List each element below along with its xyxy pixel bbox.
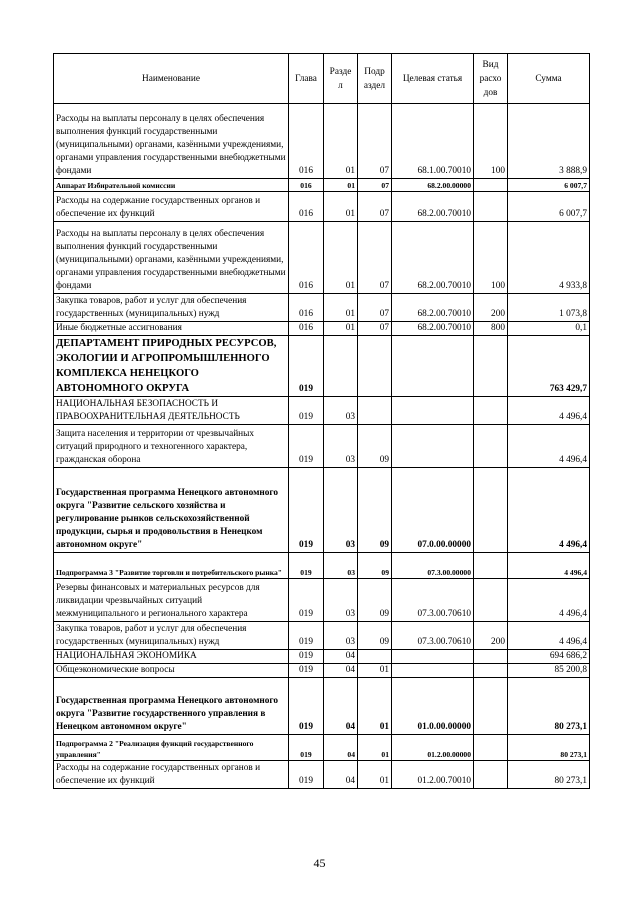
row-razdel: 03 — [324, 425, 358, 468]
row-name: Расходы на выплаты персоналу в целях обеспечения выполнения функций государственными (муниципальными) органами, казёнными учреждениями, органами управления государственными внебюджетными фондами — [54, 104, 289, 179]
table-row — [54, 735, 590, 761]
table-row — [54, 104, 590, 179]
row-podrazdel: 07 — [358, 179, 392, 192]
row-name: Резервы финансовых и материальных ресурсов для ликвидации чрезвычайных ситуаций межмуниципального и регионального характера — [54, 579, 289, 622]
row-summa: 4 496,4 — [508, 622, 590, 650]
row-glava: 016 — [289, 322, 324, 336]
row-glava: 019 — [289, 425, 324, 468]
row-summa: 694 686,2 — [508, 650, 590, 664]
row-vid — [474, 179, 508, 192]
row-summa: 0,1 — [508, 322, 590, 336]
row-podrazdel: 09 — [358, 622, 392, 650]
row-celevaya: 07.3.00.70610 — [392, 579, 474, 622]
table-row — [54, 425, 590, 468]
header-name: Наименование — [54, 54, 289, 104]
row-vid — [474, 192, 508, 222]
row-vid: 100 — [474, 222, 508, 294]
row-vid — [474, 336, 508, 397]
row-celevaya — [392, 336, 474, 397]
row-glava: 019 — [289, 397, 324, 425]
row-podrazdel: 09 — [358, 553, 392, 579]
row-podrazdel: 07 — [358, 192, 392, 222]
row-razdel: 01 — [324, 179, 358, 192]
row-name: Государственная программа Ненецкого автономного округа "Развитие сельского хозяйства и регулирование рынков сельскохозяйственной продукции, сырья и продовольствия в Ненецком автономном округе" — [54, 468, 289, 553]
header-podrazdel: Подр аздел — [358, 54, 392, 104]
table-row — [54, 336, 590, 397]
row-name: НАЦИОНАЛЬНАЯ ЭКОНОМИКА — [54, 650, 289, 664]
row-razdel: 04 — [324, 735, 358, 761]
row-podrazdel: 07 — [358, 322, 392, 336]
row-celevaya: 07.3.00.00000 — [392, 553, 474, 579]
table-row — [54, 179, 590, 192]
row-glava: 019 — [289, 336, 324, 397]
header-row — [54, 54, 590, 104]
row-summa: 4 496,4 — [508, 553, 590, 579]
row-glava: 019 — [289, 678, 324, 735]
row-celevaya: 01.0.00.00000 — [392, 678, 474, 735]
row-name: Закупка товаров, работ и услуг для обеспечения государственных (муниципальных) нужд — [54, 294, 289, 322]
row-podrazdel: 07 — [358, 104, 392, 179]
row-vid — [474, 553, 508, 579]
row-celevaya — [392, 650, 474, 664]
row-name: ДЕПАРТАМЕНТ ПРИРОДНЫХ РЕСУРСОВ, ЭКОЛОГИИ И АГРОПРОМЫШЛЕННОГО КОМПЛЕКСА НЕНЕЦКОГО АВТОНОМНОГО ОКРУГА — [54, 336, 289, 397]
row-name: Закупка товаров, работ и услуг для обеспечения государственных (муниципальных) нужд — [54, 622, 289, 650]
row-razdel: 03 — [324, 553, 358, 579]
table-row — [54, 553, 590, 579]
row-celevaya: 01.2.00.70010 — [392, 761, 474, 789]
row-summa: 80 273,1 — [508, 678, 590, 735]
row-vid — [474, 664, 508, 678]
row-name: Общеэкономические вопросы — [54, 664, 289, 678]
row-razdel: 03 — [324, 622, 358, 650]
table-row — [54, 761, 590, 789]
row-razdel — [324, 336, 358, 397]
row-name: Защита населения и территории от чрезвычайных ситуаций природного и техногенного характера, гражданская оборона — [54, 425, 289, 468]
row-podrazdel: 01 — [358, 735, 392, 761]
header-celevaya: Целевая статья — [392, 54, 474, 104]
row-celevaya — [392, 664, 474, 678]
row-razdel: 01 — [324, 222, 358, 294]
row-summa: 6 007,7 — [508, 179, 590, 192]
row-vid — [474, 650, 508, 664]
row-vid — [474, 761, 508, 789]
table-row — [54, 468, 590, 553]
table-row — [54, 222, 590, 294]
row-vid: 800 — [474, 322, 508, 336]
row-vid — [474, 397, 508, 425]
row-podrazdel: 07 — [358, 294, 392, 322]
row-podrazdel — [358, 650, 392, 664]
row-celevaya: 68.2.00.70010 — [392, 294, 474, 322]
row-razdel: 01 — [324, 104, 358, 179]
row-celevaya: 68.2.00.70010 — [392, 192, 474, 222]
row-name: Расходы на выплаты персоналу в целях обеспечения выполнения функций государственными (муниципальными) органами, казёнными учреждениями, органами управления государственными внебюджетными фондами — [54, 222, 289, 294]
page-number: 45 — [313, 856, 326, 870]
row-celevaya: 68.2.00.00000 — [392, 179, 474, 192]
table-row — [54, 678, 590, 735]
table-row — [54, 622, 590, 650]
row-podrazdel: 09 — [358, 579, 392, 622]
table-row — [54, 294, 590, 322]
row-vid: 200 — [474, 622, 508, 650]
row-glava: 016 — [289, 222, 324, 294]
header-razdel: Разде л — [324, 54, 358, 104]
row-glava: 016 — [289, 179, 324, 192]
row-razdel: 04 — [324, 761, 358, 789]
row-vid: 200 — [474, 294, 508, 322]
row-vid — [474, 468, 508, 553]
row-glava: 019 — [289, 735, 324, 761]
row-summa: 4 496,4 — [508, 579, 590, 622]
row-razdel: 01 — [324, 294, 358, 322]
row-glava: 019 — [289, 553, 324, 579]
table-row — [54, 650, 590, 664]
row-name: Подпрограмма 2 "Реализация функций государственного управления" — [54, 735, 289, 761]
row-razdel: 03 — [324, 397, 358, 425]
row-podrazdel: 01 — [358, 761, 392, 789]
table-row — [54, 322, 590, 336]
header-summa: Сумма — [508, 54, 590, 104]
budget-table — [53, 53, 590, 789]
table-row — [54, 397, 590, 425]
row-summa: 4 496,4 — [508, 397, 590, 425]
row-summa: 4 496,4 — [508, 425, 590, 468]
row-summa: 4 496,4 — [508, 468, 590, 553]
table-row — [54, 579, 590, 622]
row-razdel: 04 — [324, 678, 358, 735]
row-name: Расходы на содержание государственных органов и обеспечение их функций — [54, 761, 289, 789]
row-name: Государственная программа Ненецкого автономного округа "Развитие государственного управления в Ненецком автономном округе" — [54, 678, 289, 735]
row-podrazdel — [358, 336, 392, 397]
row-glava: 019 — [289, 622, 324, 650]
row-celevaya — [392, 397, 474, 425]
row-summa: 1 073,8 — [508, 294, 590, 322]
row-celevaya — [392, 425, 474, 468]
row-glava: 016 — [289, 294, 324, 322]
table-row — [54, 664, 590, 678]
row-summa: 6 007,7 — [508, 192, 590, 222]
table-row — [54, 192, 590, 222]
row-name: Иные бюджетные ассигнования — [54, 322, 289, 336]
row-glava: 019 — [289, 664, 324, 678]
row-summa: 763 429,7 — [508, 336, 590, 397]
row-summa: 80 273,1 — [508, 735, 590, 761]
row-glava: 019 — [289, 468, 324, 553]
row-summa: 80 273,1 — [508, 761, 590, 789]
row-celevaya: 01.2.00.00000 — [392, 735, 474, 761]
row-summa: 4 933,8 — [508, 222, 590, 294]
row-vid — [474, 579, 508, 622]
row-vid: 100 — [474, 104, 508, 179]
row-razdel: 01 — [324, 322, 358, 336]
row-razdel: 03 — [324, 579, 358, 622]
row-podrazdel — [358, 397, 392, 425]
row-summa: 85 200,8 — [508, 664, 590, 678]
header-vid: Вид расхо дов — [474, 54, 508, 104]
row-vid — [474, 678, 508, 735]
row-vid — [474, 425, 508, 468]
row-celevaya: 68.2.00.70010 — [392, 322, 474, 336]
row-celevaya: 07.0.00.00000 — [392, 468, 474, 553]
row-glava: 019 — [289, 761, 324, 789]
row-razdel: 01 — [324, 192, 358, 222]
row-vid — [474, 735, 508, 761]
row-name: Аппарат Избирательной комиссии — [54, 179, 289, 192]
row-razdel: 04 — [324, 650, 358, 664]
row-razdel: 04 — [324, 664, 358, 678]
row-podrazdel: 01 — [358, 678, 392, 735]
row-podrazdel: 09 — [358, 425, 392, 468]
row-summa: 3 888,9 — [508, 104, 590, 179]
row-name: Подпрограмма 3 "Развитие торговли и потребительского рынка" — [54, 553, 289, 579]
row-glava: 016 — [289, 192, 324, 222]
row-name: НАЦИОНАЛЬНАЯ БЕЗОПАСНОСТЬ И ПРАВООХРАНИТЕЛЬНАЯ ДЕЯТЕЛЬНОСТЬ — [54, 397, 289, 425]
row-podrazdel: 09 — [358, 468, 392, 553]
row-name: Расходы на содержание государственных органов и обеспечение их функций — [54, 192, 289, 222]
row-celevaya: 07.3.00.70610 — [392, 622, 474, 650]
row-podrazdel: 01 — [358, 664, 392, 678]
row-podrazdel: 07 — [358, 222, 392, 294]
header-glava: Глава — [289, 54, 324, 104]
row-celevaya: 68.2.00.70010 — [392, 222, 474, 294]
row-razdel: 03 — [324, 468, 358, 553]
row-glava: 019 — [289, 579, 324, 622]
row-celevaya: 68.1.00.70010 — [392, 104, 474, 179]
row-glava: 019 — [289, 650, 324, 664]
row-glava: 016 — [289, 104, 324, 179]
